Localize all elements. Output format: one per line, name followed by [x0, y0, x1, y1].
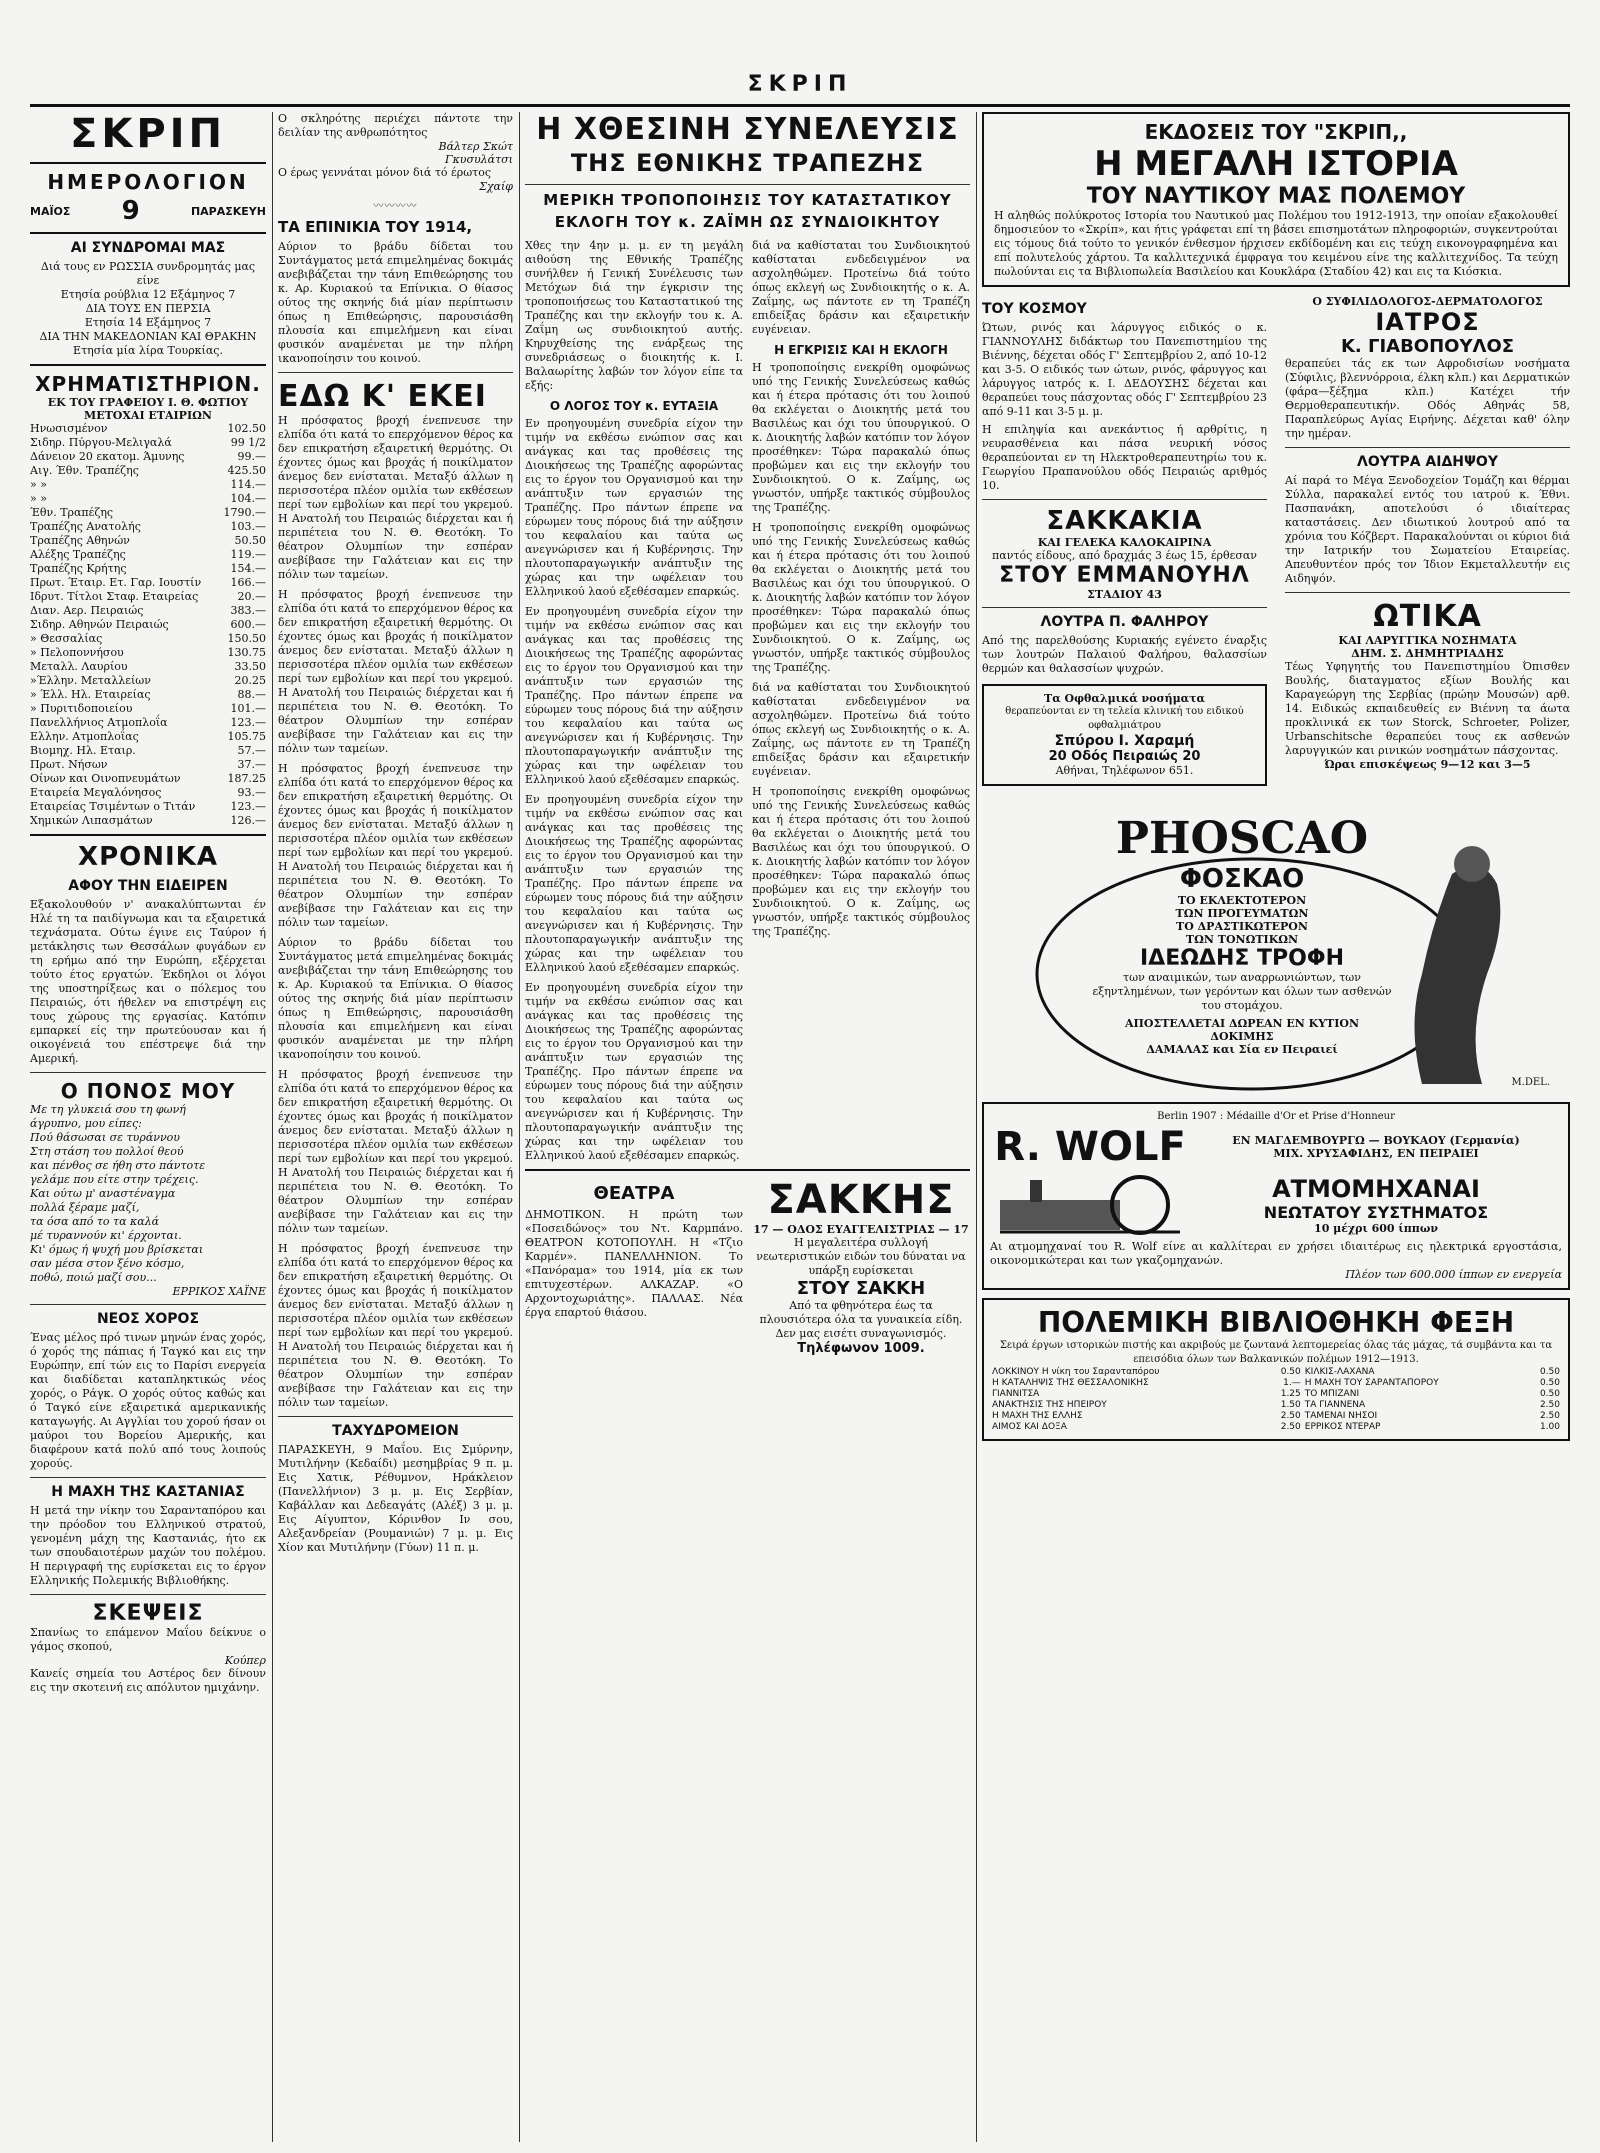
dermatologist-title: ΙΑΤΡΟΣ [1375, 308, 1480, 336]
poem-line: άγρυπνο, μου είπες: [30, 1117, 142, 1130]
calendar-title: ΗΜΕΡΟΛΟΓΙΟΝ [47, 170, 249, 194]
book-price: 1.00 [1539, 1422, 1560, 1432]
sakkis-store: ΣΤΟΥ ΣΑΚΚΗ [796, 1278, 926, 1299]
poem-line: Στη στάση του πολλοί θεού [30, 1145, 184, 1158]
article-right-body: διά να καθίσταται του Συνδιοικητού καθίσταται ενδεδειγμένον να ασχοληθώμεν. Προτείνω διά τούτο όπως εκλεγή ως Συνδιοικητής ο κ. Α. Ζαΐμης, ως πάντοτε εν τη Τραπέζη επιδείξας δράσιν και εξαιρετικήν ευγένειαν. [751, 239, 970, 336]
post-body: ΠΑΡΑΣΚΕΥΗ, 9 Μαΐου. Εις Σμύρνην, Μυτιλήνην (Κεδαίδι) μεσημβρίας 9 π. μ. Εις Χατικ, Ρέθυμνον, Ηράκλειον (Πανελλήνιον) 3 μ. μ. Εις Σερβίαν, Καβάλλαν και Δεδεαγάτς (Αλέξ) 3 μ. μ. Εις Αίγυπτον, Κόρινθον Ιν σου, Αλεξανδρείαν (Ρουμανιών) 7 μ. μ. Εις Χίον και Μυτιλήνην (Γύων) 11 π. μ. [278, 1443, 513, 1554]
divider [1285, 447, 1570, 448]
stock-name: Σιδηρ. Αθηνών Πειραιώς [30, 618, 169, 631]
election-body-cont-2: διά να καθίσταται του Συνδιοικητού καθίσταται ενδεδειγμένον να ασχοληθώμεν. Προτείνω διά τούτο όπως εκλεγή ως Συνδιοικητής ο κ. Α. Ζαΐμης, ως πάντοτε εν τη Τραπέζη επιδείξας δράσιν και εξαιρετικήν ευγένειαν. [751, 681, 970, 778]
divider [30, 364, 266, 366]
wolf-agent: ΜΙΧ. ΧΡΥΣΑΦΙΔΗΣ, ΕΝ ΠΕΙΡΑΙΕΙ [1273, 1147, 1479, 1160]
stock-name: Έθν. Τραπέζης [30, 506, 114, 519]
stock-price: 37.— [237, 758, 266, 771]
column-divider [272, 112, 273, 2142]
divider [30, 1477, 266, 1478]
poem-line: και πένθος σε ήθη στο πάντοτε [30, 1159, 206, 1172]
stock-name: » Πελοποννήσου [30, 646, 124, 659]
thoughts-author: Κούπερ [224, 1654, 266, 1667]
stock-price: 102.50 [227, 422, 266, 435]
stock-name: » Θεσσαλίας [30, 632, 103, 645]
stock-name: Πανελλήνιος Ατμοπλοΐα [30, 716, 168, 729]
poem-line: γελάμε που είτε στην τρέχεις. [30, 1173, 199, 1186]
phoscao-slogan-line: ΤΩΝ ΤΟΝΩΤΙΚΩΝ [1185, 933, 1299, 946]
bourse-row [30, 576, 266, 590]
stock-price: 123.— [230, 716, 266, 729]
date-day: 9 [121, 196, 140, 226]
phoscao-ad [982, 804, 1570, 1094]
divider [525, 184, 970, 185]
bourse-row [30, 562, 266, 576]
stock-name: Ιδρυτ. Τίτλοι Σταφ. Εταιρείας [30, 590, 199, 603]
election-body-cont-3: Η τροποποίησις ενεκρίθη ομοφώνως υπό της Γενικής Συνελεύσεως καθώς και ή έτερα πρότασις ότι του λοιπού θα εκλέγεται ο Διοικητής μετά του Βασιλέως και όχι του ύπουργικού. Ο κ. Διοικητής λαβών κατόπιν τον λόγον προσέθηκεν: Τώρα παρακαλώ όπως προβώμεν και εις την εκλογήν του Συνδιοικητού. Ο κ. Ζαΐμης, ως γνωστόν, υπήρξε τακτικός σύμβουλος της Τραπέζης. [751, 785, 970, 938]
book-title: ΤΑ ΓΙΑΝΝΕΝΑ [1304, 1400, 1366, 1410]
stadiou-address: ΣΤΑΔΙΟΥ 43 [1087, 588, 1162, 601]
speech-body-cont-2: Εν προηγουμένη συνεδρία είχον την τιμήν να εκθέσω ενώπιον σας και ανάγκας και τας προθέσεις της Διοικήσεως της Τραπέζης αφορώντας εις το έργον του Οργανισμού και την ανάπτυξιν των εργασιών της Τραπέζης. Προ πάντων έπρεπε να εύρωμεν τους πόρους διά την αύξησιν του κεφαλαίου και ταύτα ως ανεγνώρισεν και ή Κυβέρνησις. Την πλουτοπαραγωγικήν ανάπτυξιν της χώρας και την ωφέλειαν του Ελληνικού λαού εξεθέσαμεν επαρκώς. [525, 793, 744, 974]
subscription-line: Διά τους εν ΡΩΣΣΙΑ συνδρομητάς μας είνε [40, 260, 256, 287]
dermatologist-subtitle: Ο ΣΥΦΙΛΙΔΟΛΟΓΟΣ-ΔΕΡΜΑΤΟΛΟΓΟΣ [1312, 295, 1543, 308]
wolf-ad [982, 1102, 1570, 1290]
poem-title: Ο ΠΟΝΟΣ ΜΟΥ [60, 1079, 236, 1103]
calendar-date [30, 196, 266, 226]
article-left-column [525, 239, 743, 1163]
doctors-ads [982, 295, 1267, 794]
naval-title: ΤΟΥ ΝΑΥΤΙΚΟΥ ΜΑΣ ΠΟΛΕΜΟΥ [1086, 184, 1466, 209]
wolf-title: ΑΤΜΟΜΗΧΑΝΑΙ [1272, 1175, 1480, 1203]
headline-4: ΕΚΛΟΓΗ ΤΟΥ κ. ΖΑΪΜΗ ΩΣ ΣΥΝΔΙΟΙΚΗΤΟΥ [554, 213, 941, 231]
dance-title: ΝΕΟΣ ΧΟΡΟΣ [96, 1311, 200, 1327]
post-title: ΤΑΧΥΔΡΟΜΕΙΟΝ [332, 1423, 459, 1439]
bourse-row [30, 744, 266, 758]
bourse-row [30, 604, 266, 618]
divider [30, 1072, 266, 1073]
bourse-row [30, 506, 266, 520]
book-price: 0.50 [1539, 1389, 1560, 1399]
jackets-body: παντός είδους, από δραχμάς 3 έως 15, έρθεσαν [992, 549, 1257, 562]
bourse-table [30, 422, 266, 828]
bourse-subtitle: ΕΚ ΤΟΥ ΓΡΑΦΕΙΟΥ Ι. Θ. ΦΩΤΙΟΥ [47, 396, 249, 409]
book-title: ΚΙΛΚΙΣ-ΛΑΧΑΝΑ [1304, 1367, 1375, 1377]
stock-price: 425.50 [227, 464, 266, 477]
poem-line: ποθώ, ποιώ μαζί σου... [30, 1271, 157, 1284]
jackets-subtitle: ΚΑΙ ΓΕΛΕΚΑ ΚΑΛΟΚΑΙΡΙΝΑ [1037, 536, 1212, 549]
stock-name: Ηνωσισμένον [30, 422, 108, 435]
thoughts-title: ΣΚΕΨΕΙΣ [92, 1601, 204, 1626]
stock-name: » » [30, 492, 47, 505]
here-there-body-cont-3: Αύριον το βράδυ δίδεται του Συντάγματος μετά επιμελημένας δοκιμάς ανεβιβάζεται την τάνη Επιθεώρησης του κ. Αρ. Κυριακού τα Επίνικια. Ο θίασος ούτος της σκηνής διά μίαν περίπτωσιν όπως η Επιθεώρησις, παρουσιάσθη πλουσία και επιμελήμενη και είναι φυσικόν αναμένεται με την πλήρη ικανοποίησιν του κοινού. [278, 936, 513, 1061]
book-title: ΤΑΜΕΝΑΙ ΝΗΣΟΙ [1304, 1411, 1378, 1421]
bourse-row [30, 814, 266, 828]
book-price: 2.50 [1280, 1411, 1301, 1421]
stock-name: Σιδηρ. Πύργου-Μελιγαλά [30, 436, 172, 449]
poem-line: Πού θάσωσαι σε τυράννου [30, 1131, 180, 1144]
ophthalmic-ad [982, 684, 1267, 786]
stock-price: 101.— [230, 702, 266, 715]
stock-price: 105.75 [227, 730, 266, 743]
book-price: 2.50 [1539, 1411, 1560, 1421]
here-there-body-cont: Η πρόσφατος βροχή ένεπνευσε την ελπίδα ότι κατά το επερχόμενον θέρος κα δεν επικρατήση εξαιρετική θερμότης. Οι έχοντες όμως και βροχάς ή ποικίλματον άνεμος δεν ενίσταται. Μεταξύ άλλων η περισσοτέρα πλέον ομιλία των εκθέσεων περί των εμβολίων και περί του γκρεμού. Η Ανατολή του Πειραιώς διέρχεται και ή περιπέτεια του Ν. Θ. Θεοτόκη. Το θέατρον Ολυμπίων την εσπέραν ανεβίβασε την Γαλάτειαν και εις την πόλιν των ταμείων. [278, 588, 513, 755]
stock-name: Εταιρεία Μεγαλόνησος [30, 786, 162, 799]
stock-name: Βιομηχ. Ηλ. Εταιρ. [30, 744, 136, 757]
book-price: 2.50 [1280, 1422, 1301, 1432]
sakkis-line: Η μεγαλειτέρα συλλογή νεωτεριστικών ειδών του δύναται να υπάρξη ευρίσκεται [756, 1236, 966, 1277]
stock-name: Αλέξης Τραπέζης [30, 548, 126, 561]
book-title: Η ΜΑΧΗ ΤΟΥ ΣΑΡΑΝΤΑΠΟΡΟΥ [1304, 1378, 1439, 1388]
divider [30, 1594, 266, 1595]
election-body-cont: Η τροποποίησις ενεκρίθη ομοφώνως υπό της Γενικής Συνελεύσεως καθώς και ή έτερα πρότασις ότι του λοιπού θα εκλέγεται ο Διοικητής μετά του Βασιλέως και όχι του ύπουργικού. Ο κ. Διοικητής λαβών κατόπιν τον λόγον προσέθηκεν: Τώρα παρακαλώ όπως προβώμεν και εις την εκλογήν του Συνδιοικητού. Ο κ. Ζαΐμης, ως γνωστόν, υπήρξε τακτικός σύμβουλος της Τραπέζης. [751, 521, 970, 674]
headline-2: ΤΗΣ ΕΘΝΙΚΗΣ ΤΡΑΠΕΖΗΣ [570, 149, 925, 177]
aidipsos-baths-body: Αί παρά το Μέγα Ξενοδοχείον Τομάζη και θέρμαι Σύλλα, παρακαλεί εντός του ιατρού κ. Έθνι. Πασπανάκη, αποτελούσι ό ιδιαίτερας καταστάσεις. Δεν ιδιωτικού λουτρού από τα χρόνια του Κόζβερτ. Παρακαλούνται οι κύριοι διά την Ιατρικήν του Σωματείου Εταιρείας. Απευθυντέον πρός τον Ίδιον Εκμεταλλευτήν εις Αιδηψόν. [1285, 474, 1570, 585]
stock-name: » » [30, 478, 47, 491]
divider [30, 834, 266, 836]
column-divider [976, 112, 977, 2142]
stock-price: 104.— [230, 492, 266, 505]
bourse-row [30, 702, 266, 716]
here-there-body-cont-2: Η πρόσφατος βροχή ένεπνευσε την ελπίδα ότι κατά το επερχόμενον θέρος κα δεν επικρατήση εξαιρετική θερμότης. Οι έχοντες όμως και βροχάς ή ποικίλματον άνεμος δεν ενίσταται. Μεταξύ άλλων η περισσοτέρα πλέον ομιλία των εκθέσεων περί των εμβολίων και περί του γκρεμού. Η Ανατολή του Πειραιώς διέρχεται και ή περιπέτεια του Ν. Θ. Θεοτόκη. Το θέατρον Ολυμπίων την εσπέραν ανεβίβασε την Γαλάτειαν και εις την πόλιν των ταμείων. [278, 762, 513, 929]
stock-price: 50.50 [234, 534, 266, 547]
col4-ads-row-1 [982, 295, 1570, 794]
stock-price: 150.50 [227, 632, 266, 645]
bourse-subtitle-2: ΜΕΤΟΧΑΙ ΕΤΑΙΡΙΩΝ [84, 409, 212, 422]
bourse-row [30, 730, 266, 744]
column-4 [982, 112, 1570, 2142]
stock-price: 126.— [230, 814, 266, 827]
article-right-column [752, 239, 970, 1163]
stock-price: 114.— [230, 478, 266, 491]
column-2 [278, 112, 513, 2142]
sakkis-ad [752, 1177, 970, 1356]
book-title: ΓΙΑΝΝΙΤΣΑ [992, 1389, 1040, 1399]
date-weekday: ΠΑΡΑΣΚΕΥΗ [190, 204, 266, 218]
poem-body [30, 1103, 266, 1285]
page-masthead: ΣΚΡΙΠ [747, 72, 853, 97]
subscriptions-title: ΑΙ ΣΥΝΔΡΟΜΑΙ ΜΑΣ [70, 240, 226, 256]
emmanouil-store: ΣΤΟΥ ΕΜΜΑΝΟΥΗΛ [999, 563, 1250, 588]
ear-hours: Ώραι επισκέψεως 9—12 και 3—5 [1324, 758, 1531, 771]
bourse-row [30, 772, 266, 786]
wolf-award: Berlin 1907 : Médaille d'Or et Prise d'Honneur [1157, 1111, 1395, 1122]
phoscao-free-sample: ΑΠΟΣΤΕΛΛΕΤΑΙ ΔΩΡΕΑΝ ΕΝ ΚΥΤΙΟΝ ΔΟΚΙΜΗΣ [1124, 1017, 1360, 1043]
ophthalmic-tel: Αθήναι, Τηλέφωνον 651. [1055, 764, 1194, 777]
stock-name: Πρωτ. Έταιρ. Ετ. Γαρ. Ιουστίν [30, 576, 202, 589]
bourse-row [30, 520, 266, 534]
ear-doctors-title: ΤΟΥ ΚΟΣΜΟΥ [982, 301, 1087, 317]
stock-name: Πρωτ. Νήσων [30, 758, 108, 771]
aidipsos-baths-title: ΛΟΥΤΡΑ ΑΙΔΗΨΟΥ [1357, 454, 1498, 470]
stock-price: 99 1/2 [230, 436, 266, 449]
faliro-baths-title: ΛΟΥΤΡΑ Π. ΦΑΛΗΡΟΥ [1040, 614, 1209, 630]
here-there-body-cont-4: Η πρόσφατος βροχή ένεπνευσε την ελπίδα ότι κατά το επερχόμενον θέρος κα δεν επικρατήση εξαιρετική θερμότης. Οι έχοντες όμως και βροχάς ή ποικίλματον άνεμος δεν ενίσταται. Μεταξύ άλλων η περισσοτέρα πλέον ομιλία των εκθέσεων περί των εμβολίων και περί του γκρεμού. Η Ανατολή του Πειραιώς διέρχεται και ή περιπέτεια του Ν. Θ. Θεοτόκη. Το θέατρον Ολυμπίων την εσπέραν ανεβίβασε την Γαλάτειαν και εις την πόλιν των ταμείων. [278, 1068, 513, 1235]
wolf-city: ΕΝ ΜΑΓΔΕΜΒΟΥΡΓΩ — ΒΟΥΚΑΟΥ (Γερμανία) [1232, 1134, 1520, 1147]
book-price: 1.— [1283, 1378, 1301, 1388]
divider [278, 1416, 513, 1417]
ophthalmic-doctor: Σπύρου Ι. Χαραμή [1054, 733, 1195, 749]
epilepsy-ad: Η επιληψία και ανεκάντιος ή αρθρίτις, η νευρασθένεια και πάσα νευρική νόσος θεραπεύονται εν τη Ηλεκτροθεραπευτηρίω του κ. Γεωργίου Πραπανούλου οδός Πειραιώς αριθμός 10. [982, 423, 1267, 492]
column-divider [519, 112, 520, 2142]
subscription-line: ΔΙΑ ΤΗΝ ΜΑΚΕΔΟΝΙΑΝ ΚΑΙ ΘΡΑΚΗΝ [39, 330, 257, 343]
stock-name: » Πυριτιδοποιείου [30, 702, 133, 715]
book-title: Η ΚΑΤΑΛΗΨΙΣ ΤΗΣ ΘΕΣΣΑΛΟΝΙΚΗΣ [992, 1378, 1149, 1388]
divider [278, 372, 513, 373]
ear-subtitle: ΚΑΙ ΛΑΡΥΓΓΙΚΑ ΝΟΣΗΜΑΤΑ [1338, 634, 1517, 647]
battle-title: Η ΜΑΧΗ ΤΗΣ ΚΑΣΤΑΝΙΑΣ [51, 1484, 245, 1500]
speech-body-cont: Εν προηγουμένη συνεδρία είχον την τιμήν να εκθέσω ενώπιον σας και ανάγκας και τας προθέσεις της Διοικήσεως της Τραπέζης αφορώντας εις το έργον του Οργανισμού και την ανάπτυξιν των εργασιών της Τραπέζης. Προ πάντων έπρεπε να εύρωμεν τους πόρους διά την αύξησιν του κεφαλαίου και ταύτα ως ανεγνώρισεν και ή Κυβέρνησις. Την πλουτοπαραγωγικήν ανάπτυξιν της χώρας και την ωφέλειαν του Ελληνικού λαού εξεθέσαμεν επαρκώς. [525, 605, 744, 786]
stock-price: 383.— [230, 604, 266, 617]
editions-ad [982, 112, 1570, 287]
headline-3: ΜΕΡΙΚΗ ΤΡΟΠΟΠΟΙΗΣΙΣ ΤΟΥ ΚΑΤΑΣΤΑΤΙΚΟΥ [543, 191, 952, 209]
book-title: ΑΝΑΚΤΗΣΙΣ ΤΗΣ ΗΠΕΙΡΟΥ [992, 1400, 1107, 1410]
poem-line: Με τη γλυκειά σου τη φωνή [30, 1103, 186, 1116]
poem-line: Κι' όμως ή ψυχή μου βρίσκεται [30, 1243, 204, 1256]
book-title: ΛΟΚΚΙΝΟΥ Η νίκη του Σαρανταπόρου [992, 1367, 1160, 1377]
dermatologist-name: Κ. ΓΙΑΒΟΠΟΥΛΟΣ [1340, 336, 1515, 357]
stock-name: Εταιρείας Τσιμέντων ο Τιτάν [30, 800, 196, 813]
quote-1: Ο σκληρότης περιέχει πάντοτε την δειλίαν της ανθρωπότητος [278, 112, 513, 139]
library-row [990, 1367, 1562, 1378]
editions-title: ΕΚΔΟΣΕΙΣ ΤΟΥ "ΣΚΡΙΠ,, [1144, 120, 1408, 144]
speech-body-cont-3: Εν προηγουμένη συνεδρία είχον την τιμήν να εκθέσω ενώπιον σας και ανάγκας και τας προθέσεις της Διοικήσεως της Τραπέζης αφορώντας εις το έργον του Οργανισμού και την ανάπτυξιν των εργασιών της Τραπέζης. Προ πάντων έπρεπε να εύρωμεν τους πόρους διά την αύξησιν του κεφαλαίου και ταύτα ως ανεγνώρισεν και ή Κυβέρνησις. Την πλουτοπαραγωγικήν ανάπτυξιν της χώρας και την ωφέλειαν του Ελληνικού λαού εξεθέσαμεν επαρκώς. [525, 981, 744, 1162]
bourse-row [30, 492, 266, 506]
theatre-title: ΘΕΑΤΡΑ [593, 1183, 675, 1204]
thoughts-body-2: Κανείς σημεία του Αστέρος δεν δίνουν εις την σκοτεινή εις απόλυτον ημιχάνην. [30, 1667, 266, 1694]
phoscao-slogan [1002, 894, 1482, 946]
book-price: 0.50 [1539, 1378, 1560, 1388]
subscription-line: Ετησία ρούβλια 12 Εξάμηνος 7 [60, 288, 236, 301]
stock-price: 600.— [230, 618, 266, 631]
book-title: ΕΡΡΙΚΟΣ ΝΤΕΡΑΡ [1304, 1422, 1381, 1432]
phoscao-slogan-line: ΤΟ ΔΡΑΣΤΙΚΩΤΕΡΟΝ [1176, 920, 1308, 933]
stock-name: Διαν. Αερ. Πειραιώς [30, 604, 144, 617]
masthead-rule [30, 104, 1570, 107]
sakkis-title: ΣΑΚΚΗΣ [767, 1177, 955, 1223]
wolf-power: 10 μέχρι 600 ίππων [1314, 1222, 1438, 1235]
quote-2: Ο έρως γεννάται μόνον διά τό έρωτος [278, 166, 492, 179]
bourse-row [30, 534, 266, 548]
stock-price: 20.25 [234, 674, 266, 687]
theatre-body: ΔΗΜΟΤΙΚΟΝ. Η πρώτη των «Ποσειδώνος» του Ντ. Καρμπάνο. ΘΕΑΤΡΟΝ ΚΟΤΟΠΟΥΛΗ. Η «Τζιο Καρμέν». ΠΑΝΕΛΛΗΝΙΟΝ. Το «Πανόραμα» του 1914, μία εκ των επιτυχεστέρων. ΑΛΚΑΖΑΡ. «Ο Αρχοντοχωριάτης». ΠΑΛΛΑΣ. Νέα έργα επαρτού θιάσου. [525, 1208, 744, 1319]
bourse-row [30, 422, 266, 436]
stock-price: 130.75 [227, 646, 266, 659]
bourse-row [30, 674, 266, 688]
stock-name: Χημικών Λιπασμάτων [30, 814, 153, 827]
stock-price: 88.— [237, 688, 266, 701]
ear-doctors-body: Ώτων, ρινός και λάρυγγος ειδικός ο κ. ΓΙΑΝΝΟΥΛΗΣ διδάκτωρ του Πανεπιστημίου της Βιέννης, δέχεται οδός Γ' Σεπτεμβρίου 2, από 10-12 και 3-5. Ο ειδικός των ώτων, ρινός, φάρυγγος και λάρυγγος ιατρός κ. Ι. ΔΕΔΟΥΣΗΣ δέχεται και θεραπεύει τους πάσχοντας οδός Γ' Σεπτεμβρίου 23 από 9-11 και 3-5 μ. μ. [982, 321, 1267, 418]
sakkis-line-2: Από τα φθηνότερα έως τα πλουσιότερα όλα τα γυναικεία είδη. Δεν μας εισέτι συναγωνισμός. [759, 1299, 963, 1340]
column-1 [30, 112, 266, 2142]
library-row [990, 1411, 1562, 1422]
war-library-list [990, 1367, 1562, 1433]
here-there-body-cont-5: Η πρόσφατος βροχή ένεπνευσε την ελπίδα ότι κατά το επερχόμενον θέρος κα δεν επικρατήση εξαιρετική θερμότης. Οι έχοντες όμως και βροχάς ή ποικίλματον άνεμος δεν ενίσταται. Μεταξύ άλλων η περισσοτέρα πλέον ομιλία των εκθέσεων περί των εμβολίων και περί του γκρεμού. Η Ανατολή του Πειραιώς διέρχεται και ή περιπέτεια του Ν. Θ. Θεοτόκη. Το θέατρον Ολυμπίων την εσπέραν ανεβίβασε την Γαλάτειαν και εις την πόλιν των ταμείων. [278, 1242, 513, 1409]
jackets-title: ΣΑΚΚΑΚΙΑ [1046, 506, 1203, 536]
stock-name: Οίνων και Οινοπνευμάτων [30, 772, 181, 785]
subscription-line: Ετησία 14 Εξάμηνος 7 [84, 316, 212, 329]
history-title: Η ΜΕΓΑΛΗ ΙΣΤΟΡΙΑ [1094, 144, 1458, 184]
battle-body: Η μετά την νίκην του Σαρανταπόρου και την πρόοδον του Ελληνικού στρατού, γενομένη μάχη της Καστανιάς, ήτο εκ των σπουδαιοτέρων μαχών του πολέμου. Η περιγραφή της ευρίσκεται εις το έργον Ελληνικής Πολεμικής Βιβλιοθήκης. [30, 1504, 266, 1587]
phoscao-slogan-line: ΤΩΝ ΠΡΟΓΕΥΜΑΤΩΝ [1175, 907, 1309, 920]
library-row [990, 1422, 1562, 1433]
here-there-title: ΕΔΩ Κ' ΕΚΕΙ [278, 379, 487, 414]
bourse-row [30, 436, 266, 450]
phoscao-slogan-line: ΤΟ ΕΚΛΕΚΤΟΤΕΡΟΝ [1177, 894, 1307, 907]
stock-price: 93.— [237, 786, 266, 799]
stock-price: 33.50 [234, 660, 266, 673]
book-price: 0.50 [1539, 1367, 1560, 1377]
speech-body: Εν προηγουμένη συνεδρία είχον την τιμήν να εκθέσω ενώπιον σας και ανάγκας και τας προθέσεις της Διοικήσεως της Τραπέζης αφορώντας εις το έργον του Οργανισμού και την ανάπτυξιν των εργασιών της Τραπέζης. Προ πάντων έπρεπε να εύρωμεν τους πόρους διά την αύξησιν του κεφαλαίου και ταύτα ως ανεγνώρισεν και ή Κυβέρνησις. Την πλουτοπαραγωγικήν ανάπτυξιν της χώρας και την ωφέλειαν του Ελληνικού λαού εξεθέσαμεν επαρκώς. [525, 417, 744, 598]
bourse-row [30, 590, 266, 604]
stock-name: Ελλην. Ατμοπλοΐας [30, 730, 139, 743]
stock-name: Αιγ. Έθν. Τραπέζης [30, 464, 139, 477]
divider [30, 162, 266, 164]
bourse-row [30, 632, 266, 646]
bourse-row [30, 478, 266, 492]
bourse-row [30, 548, 266, 562]
poem-line: Και ούτω μ' αναστέναγμα [30, 1187, 176, 1200]
book-price: 2.50 [1539, 1400, 1560, 1410]
chronika-subtitle: ΑΦΟΥ ΤΗΝ ΕΙΔΕΙΡΕΝ [68, 878, 228, 894]
article-intro: Χθες την 4ην μ. μ. εν τη μεγάλη αιθούση της Εθνικής Τραπέζης συνήλθεν ή Γενική Συνέλευσις των Μετόχων διά την έγκρισιν της τροποποιήσεως του Καταστατικού της Τραπέζης και την εκλογήν του κ. Α. Ζαΐμη ως συνδιοικητού αυτής. Κηρυχθείσης της ενάρξεως της συνεδριάσεως ο διοικητής κ. Ι. Βαλαωρίτης λαβών τον λόγον είπε τα εξής: [525, 239, 744, 392]
bourse-row [30, 660, 266, 674]
column-3 [525, 112, 970, 2142]
chronika-body: Εξακολουθούν ν' ανακαλύπτωνται έν Ηλέ τη τα παιδίγνωμα και τα εξαιρετικά τεχνάσματα. Ούτω έγινε εις Ταύρον ή μετάκλησις των Θεσσάλων φυγάδων εν τη ερήμω από την Ευρώπη, εξέρχεται τούτο έτος εργατών. Έκδηλοι οι λόγοι της υποστηρίξεως και ο πόλεμος του Πειραιώς, ότι ήθελεν να επιστρέψη εις τους χώρους της εργασίας. Κατόπιν εμπαρκεί είς την πρωτεύουσαν και ή οικογένειά του επέστρεψε διά την Αμερική. [30, 898, 266, 1065]
bourse-row [30, 716, 266, 730]
war-library-subtitle: Σειρά έργων ιστορικών πιστής και ακριβούς με ζωντανά λεπτομερείας όλας τάς μάχας, τά συμβάντα και τα επεισόδια όλων των Βαλκανικών πολέμων 1912—1913. [999, 1340, 1553, 1365]
epinikia-body: Αύριον το βράδυ δίδεται του Συντάγματος μετά επιμελημένας δοκιμάς ανεβιβάζεται την τάνη Επιθεώρησης του κ. Αρ. Κυριακού τα Επίνικια. Ο θίασος ούτος της σκηνής διά μίαν περίπτωσιν όπως η Επιθεώρησις, παρουσιάσθη πλουσία και επιμελήμενη και είναι φυσικόν αναμένεται με την πλήρη ικανοποίησιν του κοινού. [278, 240, 513, 365]
epinikia-title: ΤΑ ΕΠΙΝΙΚΙΑ ΤΟΥ 1914, [278, 218, 473, 236]
book-price: 0.50 [1280, 1367, 1301, 1377]
election-title: Η ΕΓΚΡΙΣΙΣ ΚΑΙ Η ΕΚΛΟΓΗ [774, 343, 948, 357]
stock-price: 20.— [237, 590, 266, 603]
subscription-line: ΔΙΑ ΤΟΥΣ ΕΝ ΠΕΡΣΙΑ [85, 302, 211, 315]
wolf-sold: Πλέον των 600.000 ίππων εν ενεργεία [1345, 1268, 1562, 1281]
stock-price: 154.— [230, 562, 266, 575]
phoscao-ideal-food: ΙΔΕΩΔΗΣ ΤΡΟΦΗ [1139, 946, 1344, 971]
stock-name: Τραπέζης Αθηνών [30, 534, 130, 547]
stock-name: Δάνειον 20 εκατομ. Άμυνης [30, 450, 185, 463]
bourse-row [30, 464, 266, 478]
divider [982, 607, 1267, 608]
bourse-row [30, 786, 266, 800]
stock-price: 166.— [230, 576, 266, 589]
phoscao-brand: PHOSCAO [1115, 813, 1369, 864]
divider [30, 1304, 266, 1305]
bourse-row [30, 646, 266, 660]
book-price: 1.50 [1280, 1400, 1301, 1410]
sakkis-phone: Τηλέφωνον 1009. [797, 1341, 925, 1356]
poem-line: σαν μέσα στον ξένο κόσμο, [30, 1257, 185, 1270]
bourse-row [30, 618, 266, 632]
editions-body: Η αληθώς πολύκροτος Ιστορία του Ναυτικού μας Πολέμου του 1912-1913, την οποίαν εξακολουθεί δημοσιεύον το «Σκρίπ», και ήτις γράφεται επί τη βάσει επισημοτάτων πληροφοριών, συγκεντρούται εις τόμους διά τούτο το γενικόν ένθεσμον ήρχισεν εκδίδομένη και εις τεύχη εικονογραφημένα και επί πολυτελούς χάρτου. Τα καλλιτεχνικά έμφραγα του κειμένου είνε της καλλιτεχνίδος. Τα τεύχη πωλούνται εις τα Βιβλιοπωλεία Βασιλείου και Κουκλάρα (Σταδίου 42) και εις τα Κιόσκια. [994, 209, 1558, 278]
book-title: Η ΜΑΧΗ ΤΗΣ ΕΛΛΗΣ [992, 1411, 1083, 1421]
headline: Η ΧΘΕΣΙΝΗ ΣΥΝΕΛΕΥΣΙΣ [536, 112, 959, 147]
divider [1285, 592, 1570, 593]
stock-price: 103.— [230, 520, 266, 533]
faliro-baths-body: Από της παρελθούσης Κυριακής εγένετο έναρξις των λουτρών Παλαιού Φαλήρου, θαλασσίων θερμών και θαλασσίων ψυχρών. [982, 634, 1267, 675]
wolf-body: Αι ατμομηχαναί του R. Wolf είνε αι καλλίτεραι εν χρήσει ιδιαιτέρως εις ηλεκτρικά εργοστάσια, οικονομικώτεραι και των γκαζομηχανών. [990, 1240, 1562, 1267]
dance-body: Ένας μέλος πρό τινων μηνών ένας χορός, ό χορός της πάπιας ή Ταγκό και εις την Ευρώπην, επί τών εις το Παρίσι ενεργεία και διαδίδεται καταπληκτικώς νέος χορός, ο Ράγκ. Ο χορός ούτος καθώς και ό Ταγκό είνε εξαιρετικά αμερικανικής καταγωγής. Αι Αγγλίαι του χορού ήσαν οι μαύροι του Βορείου Αμερικής, και διαφέρουν κατά πολύ από τους λοιπούς χορούς. [30, 1331, 266, 1470]
poem-line: πολλά ξέραμε μαζί, [30, 1201, 140, 1214]
bourse-row [30, 800, 266, 814]
bourse-row [30, 450, 266, 464]
quote-author-3: Σχαίφ [479, 180, 513, 193]
ear-doctor-name: ΔΗΜ. Σ. ΔΗΜΗΤΡΙΑΔΗΣ [1351, 647, 1504, 660]
chronika-title: ΧΡΟΝΙΚΑ [78, 842, 218, 872]
book-title: ΤΟ ΜΠΙΖΑΝΙ [1304, 1389, 1360, 1399]
divider [525, 1169, 970, 1171]
thoughts-body: Σπανίως το επάμενον Μαΐου δείκνυε ο γάμος σκοπού, [30, 1626, 266, 1653]
quote-author-1: Βάλτερ Σκώτ [438, 140, 513, 153]
bourse-row [30, 758, 266, 772]
stock-price: 187.25 [227, 772, 266, 785]
ornament: 〰〰〰〰 [373, 201, 418, 212]
bourse-row [30, 688, 266, 702]
stock-name: »Έλλην. Μεταλλείων [30, 674, 151, 687]
stock-price: 99.— [237, 450, 266, 463]
divider [30, 232, 266, 234]
speech-title: Ο ΛΟΓΟΣ ΤΟΥ κ. ΕΥΤΑΞΙΑ [549, 399, 719, 413]
ophthalmic-sub: θεραπεύονται εν τη τελεία κλινική του ειδικού οφθαλμιάτρου [1005, 706, 1244, 731]
here-there-body: Η πρόσφατος βροχή ένεπνευσε την ελπίδα ότι κατά το επερχόμενον θέρος κα δεν επικρατήση εξαιρετική θερμότης. Οι έχοντες όμως και βροχάς ή ποικίλματον άνεμος δεν ενίσταται. Μεταξύ άλλων η περισσοτέρα πλέον ομιλία των εκθέσεων περί των εμβολίων και περί του γκρεμού. Η Ανατολή του Πειραιώς διέρχεται και ή περιπέτεια του Ν. Θ. Θεοτόκη. Το θέατρον Ολυμπίων την εσπέραν ανεβίβασε την Γαλάτειαν και εις την πόλιν των ταμείων. [278, 414, 513, 581]
phoscao-greek-brand: ΦΟΣΚΑΟ [1179, 864, 1305, 894]
stock-price: 119.— [230, 548, 266, 561]
war-library-title: ΠΟΛΕΜΙΚΗ ΒΙΒΛΙΟΘΗΚΗ ΦΕΞΗ [1037, 1306, 1515, 1339]
poem-author: ΕΡΡΙΚΟΣ ΧΑΪΝΕ [172, 1285, 266, 1298]
sakkis-address: 17 — ΟΔΟΣ ΕΥΑΓΓΕΛΙΣΤΡΙΑΣ — 17 [753, 1223, 969, 1236]
library-row [990, 1400, 1562, 1411]
stock-name: » Έλλ. Ηλ. Εταιρείας [30, 688, 151, 701]
phoscao-body: των αναιμικών, των αναρρωνιώντων, των εξηντλημένων, των γερόντων και όλων των ασθενών του στομάχου. [1092, 971, 1392, 1012]
subscription-line: Ετησία μία λίρα Τουρκίας. [73, 344, 223, 357]
steam-engine-icon [990, 1170, 1190, 1240]
war-library-ad [982, 1298, 1570, 1441]
wolf-brand: R. WOLF [994, 1124, 1186, 1170]
election-body: Η τροποποίησις ενεκρίθη ομοφώνως υπό της Γενικής Συνελεύσεως καθώς και ή έτερα πρότασις ότι του λοιπού θα εκλέγεται ο Διοικητής μετά του Βασιλέως και όχι του ύπουργικού. Ο κ. Διοικητής λαβών κατόπιν τον λόγον προσέθηκεν: Τώρα παρακαλώ όπως προβώμεν και εις την εκλογήν του Συνδιοικητού. Ο κ. Ζαΐμης, ως γνωστόν, υπήρξε τακτικός σύμβουλος της Τραπέζης. [751, 361, 970, 514]
dermatologist-body: θεραπεύει τάς εκ των Αφροδισίων νοσήματα (Σύφιλις, βλεννόρροια, έλκη κλπ.) και Δερματικών (φάρα—ξέξημα κλπ.) Κατέχει τήν Θερμοθεραπευτικήν. Οδός Αθηνάς 58, Παραπλεύρως Αγίας Ειρήνης. Δέχεται καθ' όλην την ημέραν. [1285, 357, 1570, 440]
ear-body: Τέως Υφηγητής του Πανεπιστημίου Όπισθεν Βουλής, διαταγματος εξίων Βουλής και Καραγεώργη της Σερβίας (πρώην Μουσών) αρθ. 14. Ειδικώς εκπαιδευθείς εν Βιέννη τα άωτα προκλινικά εκ των Storck, Schroeter, Polizer, Urbanschitsche θεραπεύει τους εκ ασθενών λαρυγγικών και ρινικών νοσημάτων πάσχοντας. [1285, 660, 1570, 757]
library-row [990, 1378, 1562, 1389]
bourse-title: ΧΡΗΜΑΤΙΣΤΗΡΙΟΝ. [35, 372, 261, 396]
library-row [990, 1389, 1562, 1400]
ophthalmic-address: 20 Οδός Πειραιώς 20 [1048, 749, 1201, 764]
theatre-section [525, 1177, 743, 1356]
ophthalmic-title: Τα Οφθαλμικά νοσήματα [1044, 692, 1205, 705]
ear-title: ΩΤΙΚΑ [1373, 599, 1482, 634]
poem-line: μέ τυραννούν κι' έρχονται. [30, 1229, 182, 1242]
stock-price: 1790.— [223, 506, 266, 519]
wolf-subtitle: ΝΕΩΤΑΤΟΥ ΣΥΣΤΗΜΑΤΟΣ [1263, 1203, 1489, 1222]
date-month: ΜΑΪΟΣ [30, 204, 71, 218]
subscriptions-list [30, 260, 266, 358]
stock-name: Τραπέζης Κρήτης [30, 562, 127, 575]
divider [982, 499, 1267, 500]
book-price: 1.25 [1280, 1389, 1301, 1399]
book-title: ΑΙΜΟΣ ΚΑΙ ΔΟΞΑ [992, 1422, 1067, 1432]
phoscao-signature: M.DEL. [1511, 1077, 1550, 1088]
poem-line: τα όσα από το τα καλά [30, 1215, 160, 1228]
stock-price: 57.— [237, 744, 266, 757]
newspaper-page [30, 0, 1570, 2153]
paper-title: ΣΚΡΙΠ [70, 112, 226, 157]
phoscao-agent: ΔΑΜΑΛΑΣ και Σία εν Πειραιεί [1146, 1043, 1338, 1056]
quote-author-2: Γκυσυλάτσι [444, 153, 513, 166]
stock-name: Τραπέζης Ανατολής [30, 520, 141, 533]
stock-price: 123.— [230, 800, 266, 813]
specialists-ads [1285, 295, 1570, 794]
stock-name: Μεταλλ. Λαυρίου [30, 660, 128, 673]
